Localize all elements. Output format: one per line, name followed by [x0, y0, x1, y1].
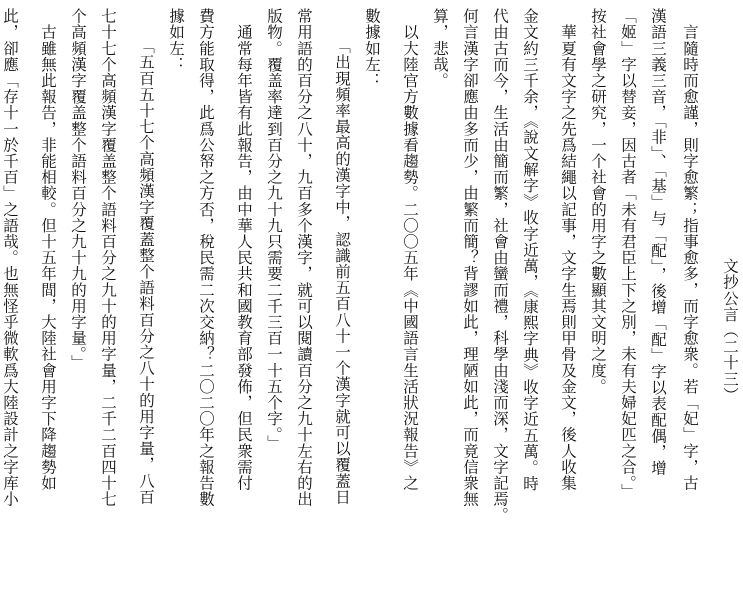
text-column-7: 代由古而今，生活由簡而繁，社會由蠻而禮，科學由淺而深，文字記焉。 — [491, 8, 509, 524]
quote-column-1: 「出現頻率最高的漢字中，認識前五百八十一个漢字就可以覆蓋日 — [333, 38, 351, 505]
text-column-3: 「姬」字以替妾，因古者「未有君臣上下之別，未有夫婦妃匹之合。」 — [619, 8, 637, 500]
quote-column-6: 个高頻漢字覆盖整个語料百分之九十九的用字量。」 — [69, 8, 87, 371]
text-column-10: 以大陸官方數據看趨勢。二〇〇五年《中國語言生活狀況報告》之 — [401, 8, 419, 491]
text-column-8: 何言漢字卻應由多而少，由繁而簡？背謬如此，理陋如此，而竟信衆無 — [461, 8, 479, 508]
text-column-16: 此，卻應「存十一於千百」之語哉。也無怪乎微軟爲大陸設計之字库小 — [1, 8, 19, 508]
text-column-1: 言隨時而愈謹，則字愈繁；指事愈多，而字愈衆。若「妃」字，古 — [681, 8, 699, 491]
text-column-12: 通常每年皆有此報告，由中華人民共和國教育部發佈，但民衆需付 — [235, 8, 253, 491]
text-column-4: 按社會學之研究，一个社會的用字之數顯其文明之度。 — [589, 8, 607, 395]
quote-column-4: 「五百五十七个高頻漢字覆蓋整个語料百分之八十的用字量，八百 — [137, 38, 155, 505]
quote-column-2: 常用語的百分之八十，九百多个漢字，就可以閱讀百分之九十左右的出 — [295, 8, 313, 508]
text-column-5: 華夏有文字之先爲結繩以記事，文字生焉則甲骨及金文，後人收集 — [559, 8, 577, 491]
text-column-6: 金文約三千余，《說文解字》收字近萬，《康熙字典》收字近五萬。時 — [521, 8, 539, 492]
article-title: 文抄公言（二十三） — [721, 258, 739, 403]
text-column-13: 費方能取得，此爲公帑之方否，稅民需二次交納？二〇二〇年之報告數 — [197, 8, 215, 508]
text-column-2: 漢語三義三音，「非」、「基」与「配」，後增「配」字以表配偶，增 — [649, 8, 667, 477]
text-column-14: 據如左： — [167, 8, 185, 73]
vertical-text-page — [1, 8, 739, 584]
text-column-15: 古雖無此報告，非能相較。但十五年間，大陸社會用字下降趨勢如 — [39, 8, 57, 491]
quote-column-5: 七十七个高頻漢字覆盖整个語料百分之九十的用字量，二千二百四十七 — [99, 8, 117, 508]
text-column-9: 算，悲哉。 — [431, 8, 449, 89]
quote-column-3: 版物。覆盖率達到百分之九十九只需要二千三百一十五个字。」 — [265, 8, 283, 452]
text-column-11: 數據如左： — [363, 8, 381, 89]
